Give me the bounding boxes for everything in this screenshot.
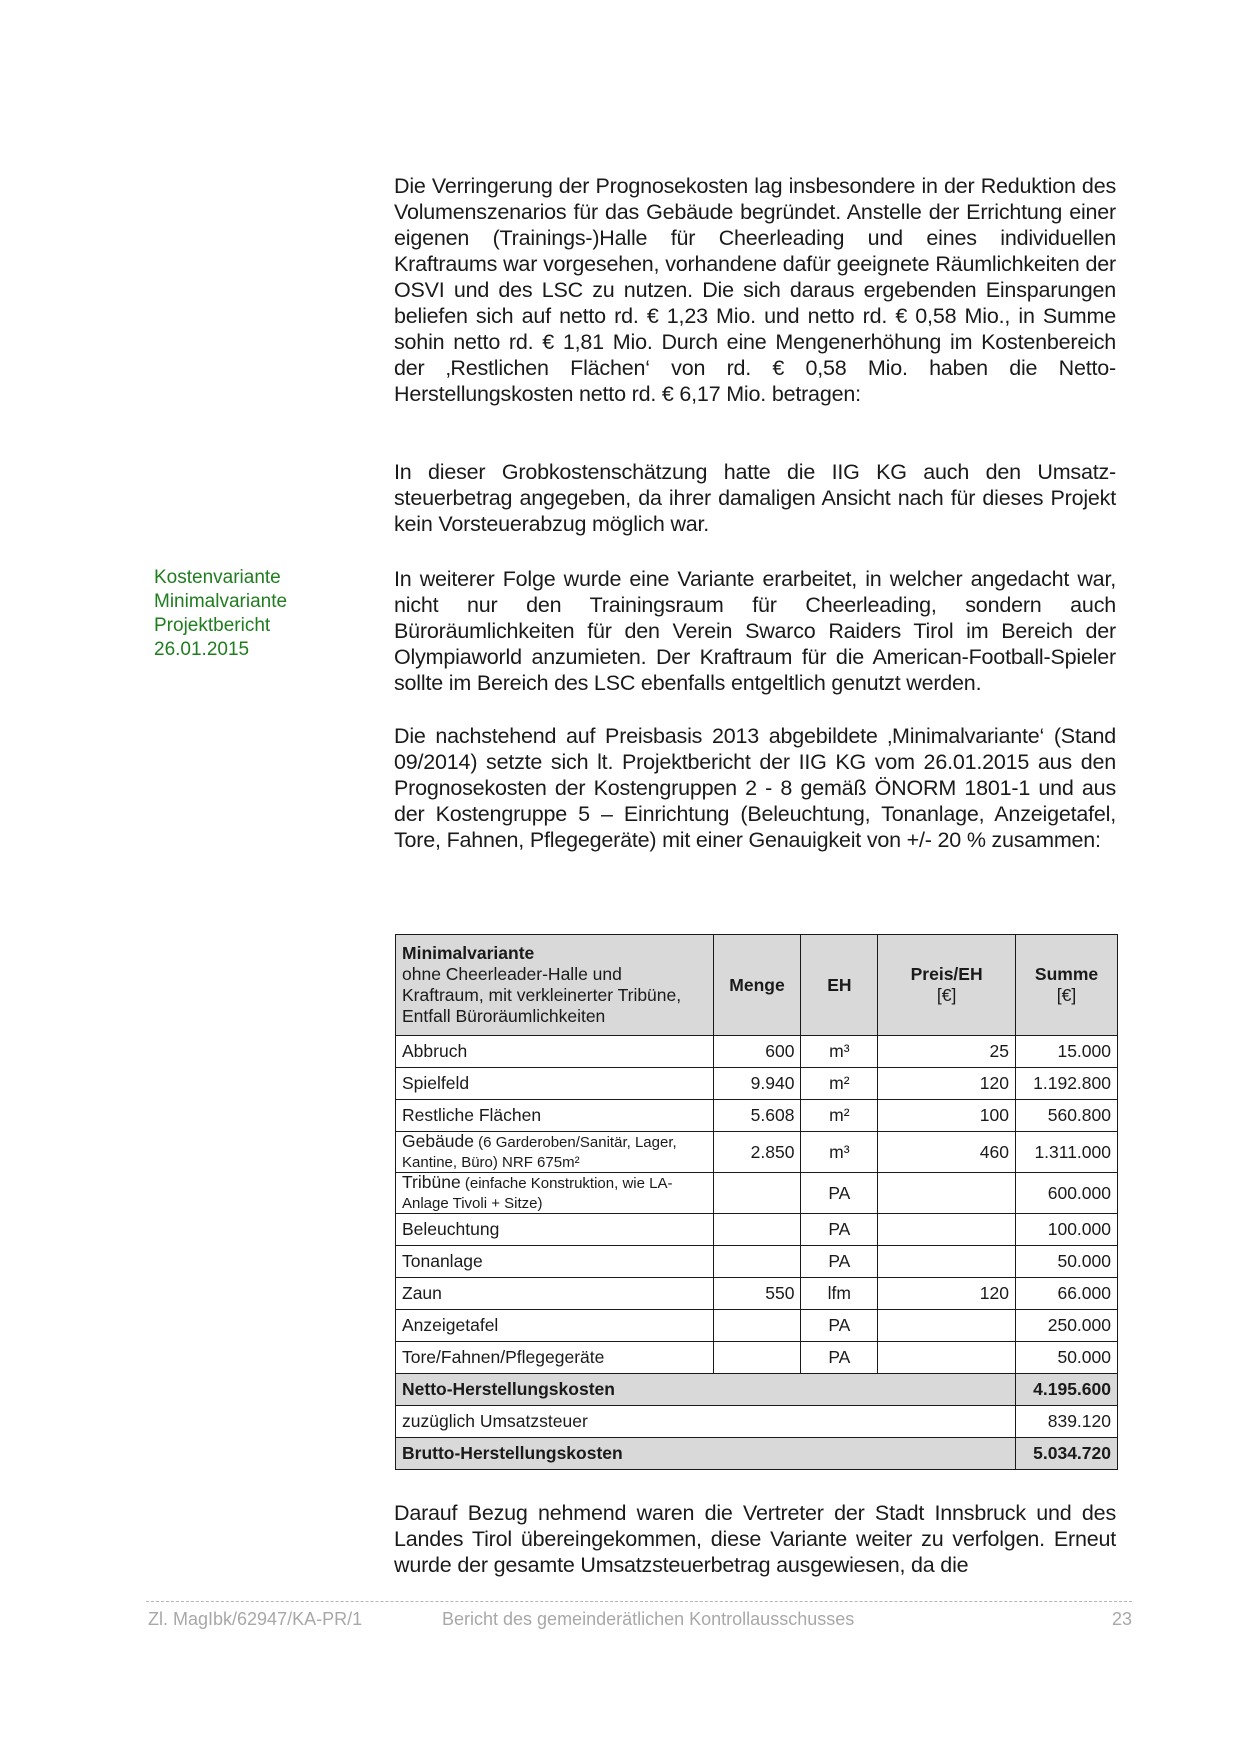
item-label: Gebäude	[402, 1131, 475, 1151]
cell-preis: 100	[878, 1100, 1016, 1132]
header-preis-label: Preis/EH	[910, 964, 983, 984]
table-row	[396, 1068, 1118, 1100]
total-row	[396, 1374, 1118, 1406]
cell-item	[396, 1036, 714, 1068]
item-label: Abbruch	[402, 1041, 468, 1061]
cell-summe: 15.000	[1016, 1036, 1118, 1068]
margin-note	[154, 566, 354, 662]
item-label: Anzeigetafel	[402, 1315, 499, 1335]
header-eh: EH	[801, 935, 878, 1036]
total-label: zuzüglich Umsatzsteuer	[396, 1406, 1016, 1438]
cell-menge: 600	[713, 1036, 801, 1068]
cell-eh: PA	[801, 1173, 878, 1214]
table-row	[396, 1342, 1118, 1374]
paragraph-vat-note: In dieser Grobkostenschätzung hatte die IIG KG auch den Umsatz-steuerbetrag angegeben, da ihrer damaligen Ansicht nach für dieses Projekt kein Vorsteuerabzug möglich war.	[394, 460, 1116, 536]
cell-summe: 50.000	[1016, 1342, 1118, 1374]
cell-preis	[878, 1173, 1016, 1214]
total-row	[396, 1406, 1118, 1438]
margin-note-date: 26.01.2015	[154, 639, 250, 660]
header-title: Minimalvariante	[402, 943, 535, 963]
cell-eh: m²	[801, 1068, 878, 1100]
cell-preis	[878, 1214, 1016, 1246]
cell-eh: m³	[801, 1132, 878, 1173]
header-summe-label: Summe	[1034, 964, 1099, 984]
cell-summe: 250.000	[1016, 1310, 1118, 1342]
cell-summe: 600.000	[1016, 1173, 1118, 1214]
total-row	[396, 1438, 1118, 1470]
margin-note-line: Minimalvariante	[154, 591, 288, 612]
cell-summe: 1.192.800	[1016, 1068, 1118, 1100]
item-note: (6 Garderoben/Sanitär, Lager, Kantine, Büro) NRF 675m²	[402, 1134, 677, 1171]
paragraph-variant: In weiterer Folge wurde eine Variante erarbeitet, in welcher angedacht war, nicht nur den Trainingsraum für Cheerleading, sondern auch Büroräumlichkeiten für den Verein Swarco Raiders Tirol im Bereich der Olympiaworld anzumieten. Der Kraftraum für die American-Football-Spieler sollte im Bereich des LSC ebenfalls entgeltlich genutzt werden.	[394, 567, 1116, 695]
footer-divider	[146, 1601, 1132, 1602]
header-summe	[1016, 935, 1118, 1036]
table-row	[396, 1214, 1118, 1246]
item-label: Tribüne	[402, 1172, 461, 1192]
margin-note-line: Projektbericht	[154, 615, 271, 636]
header-preis-unit: [€]	[936, 985, 957, 1005]
cell-menge	[713, 1173, 801, 1214]
cell-menge	[713, 1246, 801, 1278]
cell-menge	[713, 1310, 801, 1342]
cell-eh: PA	[801, 1246, 878, 1278]
footer-reference: Zl. MagIbk/62947/KA-PR/1	[148, 1609, 363, 1629]
cell-preis	[878, 1310, 1016, 1342]
cell-item	[396, 1214, 714, 1246]
table-row	[396, 1173, 1118, 1214]
header-description	[396, 935, 714, 1036]
total-value: 4.195.600	[1016, 1374, 1118, 1406]
cell-preis: 25	[878, 1036, 1016, 1068]
cell-menge: 550	[713, 1278, 801, 1310]
cell-eh: PA	[801, 1214, 878, 1246]
cell-item	[396, 1246, 714, 1278]
cell-summe: 560.800	[1016, 1100, 1118, 1132]
cell-eh: PA	[801, 1342, 878, 1374]
table-row	[396, 1100, 1118, 1132]
cell-menge: 5.608	[713, 1100, 801, 1132]
paragraph-minimal-variant: Die nachstehend auf Preisbasis 2013 abgebildete ‚Minimalvariante‘ (Stand 09/2014) setzte sich lt. Projektbericht der IIG KG vom 26.01.2015 aus den Prognosekosten der Kostengruppen 2 - 8 gemäß ÖNORM 1801-1 und aus der Kostengruppe 5 – Einrichtung (Beleuchtung, Tonanlage, Anzeigetafel, Tore, Fahnen, Pflegegeräte) mit einer Genauigkeit von +/- 20 % zusammen:	[394, 724, 1116, 852]
cell-eh: m³	[801, 1036, 878, 1068]
table-row	[396, 1278, 1118, 1310]
cell-eh: m²	[801, 1100, 878, 1132]
cell-eh: lfm	[801, 1278, 878, 1310]
table-row	[396, 1036, 1118, 1068]
cell-preis: 120	[878, 1278, 1016, 1310]
table-header-row	[396, 935, 1118, 1036]
paragraph-cost-reduction: Die Verringerung der Prognosekosten lag insbesondere in der Reduktion des Volumenszenarios für das Gebäude begründet. Anstelle der Errichtung einer eigenen (Trainings-)Halle für Cheerleading und eines individuellen Kraftraums war vorgesehen, vorhandene dafür geeignete Räumlichkeiten der OSVI und des LSC zu nutzen. Die sich daraus ergebenden Einsparungen beliefen sich auf netto rd. € 1,23 Mio. und netto rd. € 0,58 Mio., in Summe sohin netto rd. € 1,81 Mio. Durch eine Mengenerhöhung im Kostenbereich der ‚Restlichen Flächen‘ von rd. € 0,58 Mio. haben die Netto-Herstellungskosten netto rd. € 6,17 Mio. betragen:	[394, 174, 1116, 406]
header-summe-unit: [€]	[1056, 985, 1077, 1005]
item-label: Tonanlage	[402, 1251, 483, 1271]
cell-preis	[878, 1342, 1016, 1374]
table-row	[396, 1246, 1118, 1278]
cell-preis: 460	[878, 1132, 1016, 1173]
cell-preis	[878, 1246, 1016, 1278]
cell-item	[396, 1173, 714, 1214]
table-row	[396, 1132, 1118, 1173]
header-subtitle: ohne Cheerleader-Halle und Kraftraum, mit verkleinerter Tribüne, Entfall Büroräumlichkeiten	[402, 964, 682, 1026]
cell-summe: 50.000	[1016, 1246, 1118, 1278]
total-value: 839.120	[1016, 1406, 1118, 1438]
cell-preis: 120	[878, 1068, 1016, 1100]
item-label: Zaun	[402, 1283, 442, 1303]
table-row	[396, 1310, 1118, 1342]
header-preis	[878, 935, 1016, 1036]
cell-item	[396, 1100, 714, 1132]
cell-item	[396, 1278, 714, 1310]
cell-item	[396, 1310, 714, 1342]
item-label: Tore/Fahnen/Pflegegeräte	[402, 1347, 605, 1367]
item-label: Beleuchtung	[402, 1219, 500, 1239]
cell-menge: 2.850	[713, 1132, 801, 1173]
total-label: Netto-Herstellungskosten	[396, 1374, 1016, 1406]
margin-note-line: Kostenvariante	[154, 567, 281, 588]
footer-title: Bericht des gemeinderätlichen Kontrollausschusses	[442, 1609, 855, 1629]
cell-summe: 100.000	[1016, 1214, 1118, 1246]
item-label: Restliche Flächen	[402, 1105, 542, 1125]
item-label: Spielfeld	[402, 1073, 470, 1093]
cell-summe: 66.000	[1016, 1278, 1118, 1310]
cell-menge: 9.940	[713, 1068, 801, 1100]
total-value: 5.034.720	[1016, 1438, 1118, 1470]
cell-item	[396, 1068, 714, 1100]
cell-item	[396, 1342, 714, 1374]
cost-table	[395, 934, 1118, 1470]
cell-eh: PA	[801, 1310, 878, 1342]
paragraph-agreement: Darauf Bezug nehmend waren die Vertreter der Stadt Innsbruck und des Landes Tirol übereingekommen, diese Variante weiter zu verfolgen. Erneut wurde der gesamte Umsatzsteuerbetrag ausgewiesen, da die	[394, 1501, 1116, 1577]
header-menge: Menge	[713, 935, 801, 1036]
item-note: (einfache Konstruktion, wie LA-Anlage Tivoli + Sitze)	[402, 1175, 673, 1212]
cell-summe: 1.311.000	[1016, 1132, 1118, 1173]
total-label: Brutto-Herstellungskosten	[396, 1438, 1016, 1470]
cell-menge	[713, 1214, 801, 1246]
cell-item	[396, 1132, 714, 1173]
page-number: 23	[1112, 1609, 1133, 1629]
cell-menge	[713, 1342, 801, 1374]
